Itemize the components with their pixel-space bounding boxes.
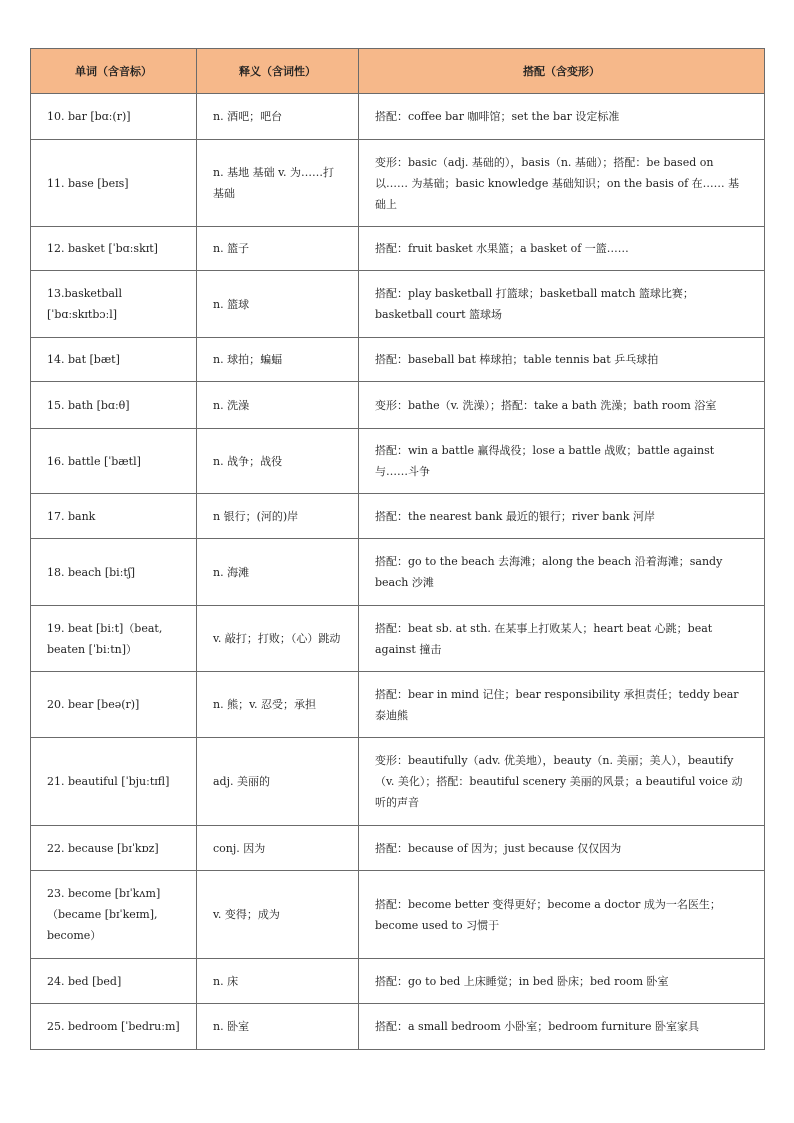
word-cell: 10. bar [bɑː(r)] <box>31 94 197 140</box>
collocation-cell: 搭配：the nearest bank 最近的银行；river bank 河岸 <box>359 494 765 539</box>
table-row <box>31 227 765 271</box>
meaning-cell: conj. 因为 <box>197 826 359 871</box>
meaning-cell: n. 卧室 <box>197 1004 359 1050</box>
word-cell: 25. bedroom [ˈbedruːm] <box>31 1004 197 1050</box>
table-header-row <box>31 49 765 94</box>
meaning-cell: v. 敲打；打败；（心）跳动 <box>197 606 359 672</box>
meaning-cell: n. 洗澡 <box>197 382 359 429</box>
collocation-cell: 搭配：play basketball 打篮球；basketball match 篮球比赛；basketball court 篮球场 <box>359 271 765 338</box>
table-row <box>31 871 765 959</box>
collocation-cell: 搭配：beat sb. at sth. 在某事上打败某人；heart beat 心跳；beat against 撞击 <box>359 606 765 672</box>
table-row <box>31 140 765 227</box>
vocabulary-table <box>30 48 765 1050</box>
table-row <box>31 606 765 672</box>
word-cell: 24. bed [bed] <box>31 959 197 1004</box>
collocation-cell: 搭配：become better 变得更好；become a doctor 成为一名医生；become used to 习惯于 <box>359 871 765 959</box>
collocation-cell: 搭配：win a battle 赢得战役；lose a battle 战败；battle against 与……斗争 <box>359 429 765 494</box>
word-cell: 15. bath [bɑːθ] <box>31 382 197 429</box>
word-cell: 18. beach [biːtʃ] <box>31 539 197 606</box>
table-row <box>31 494 765 539</box>
table-row <box>31 959 765 1004</box>
word-cell: 14. bat [bæt] <box>31 338 197 382</box>
word-cell: 22. because [bɪˈkɒz] <box>31 826 197 871</box>
word-cell: 11. base [beɪs] <box>31 140 197 227</box>
collocation-cell: 搭配：coffee bar 咖啡馆；set the bar 设定标准 <box>359 94 765 140</box>
table-row <box>31 94 765 140</box>
word-cell: 19. beat [biːt]（beat, beaten [ˈbiːtn]） <box>31 606 197 672</box>
word-cell: 20. bear [beə(r)] <box>31 672 197 738</box>
meaning-cell: n 银行；(河的)岸 <box>197 494 359 539</box>
collocation-cell: 搭配：because of 因为；just because 仅仅因为 <box>359 826 765 871</box>
word-cell: 12. basket [ˈbɑːskɪt] <box>31 227 197 271</box>
table-row <box>31 826 765 871</box>
meaning-cell: n. 海滩 <box>197 539 359 606</box>
meaning-cell: n. 床 <box>197 959 359 1004</box>
meaning-cell: n. 球拍；蝙蝠 <box>197 338 359 382</box>
collocation-cell: 搭配：go to the beach 去海滩；along the beach 沿着海滩；sandy beach 沙滩 <box>359 539 765 606</box>
meaning-cell: n. 篮子 <box>197 227 359 271</box>
table-row <box>31 1004 765 1050</box>
table-row <box>31 271 765 338</box>
meaning-cell: n. 篮球 <box>197 271 359 338</box>
collocation-cell: 变形：bathe（v. 洗澡）；搭配：take a bath 洗澡；bath room 浴室 <box>359 382 765 429</box>
word-cell: 21. beautiful [ˈbjuːtɪfl] <box>31 738 197 826</box>
collocation-cell: 搭配：bear in mind 记住；bear responsibility 承担责任；teddy bear 泰迪熊 <box>359 672 765 738</box>
table-row <box>31 539 765 606</box>
meaning-cell: n. 酒吧；吧台 <box>197 94 359 140</box>
table-row <box>31 738 765 826</box>
collocation-cell: 变形：beautifully（adv. 优美地），beauty（n. 美丽；美人），beautify（v. 美化）；搭配：beautiful scenery 美丽的风景；a beautiful voice 动听的声音 <box>359 738 765 826</box>
table-row <box>31 672 765 738</box>
word-cell: 17. bank <box>31 494 197 539</box>
meaning-cell: n. 基地 基础 v. 为……打基础 <box>197 140 359 227</box>
word-cell: 23. become [bɪˈkʌm]（became [bɪˈkeɪm], become） <box>31 871 197 959</box>
collocation-cell: 搭配：a small bedroom 小卧室；bedroom furniture 卧室家具 <box>359 1004 765 1050</box>
collocation-cell: 搭配：fruit basket 水果篮；a basket of 一篮…… <box>359 227 765 271</box>
meaning-cell: adj. 美丽的 <box>197 738 359 826</box>
collocation-cell: 搭配：go to bed 上床睡觉；in bed 卧床；bed room 卧室 <box>359 959 765 1004</box>
word-cell: 13.basketball [ˈbɑːskɪtbɔːl] <box>31 271 197 338</box>
collocation-cell: 变形：basic（adj. 基础的），basis（n. 基础）；搭配：be based on 以…… 为基础；basic knowledge 基础知识；on the basis of 在…… 基础上 <box>359 140 765 227</box>
header-collocation: 搭配（含变形） <box>359 49 765 94</box>
header-meaning: 释义（含词性） <box>197 49 359 94</box>
table-row <box>31 429 765 494</box>
header-word: 单词（含音标） <box>31 49 197 94</box>
collocation-cell: 搭配：baseball bat 棒球拍；table tennis bat 乒乓球拍 <box>359 338 765 382</box>
table-row <box>31 338 765 382</box>
word-cell: 16. battle [ˈbætl] <box>31 429 197 494</box>
meaning-cell: v. 变得；成为 <box>197 871 359 959</box>
meaning-cell: n. 战争；战役 <box>197 429 359 494</box>
table-row <box>31 382 765 429</box>
meaning-cell: n. 熊；v. 忍受；承担 <box>197 672 359 738</box>
